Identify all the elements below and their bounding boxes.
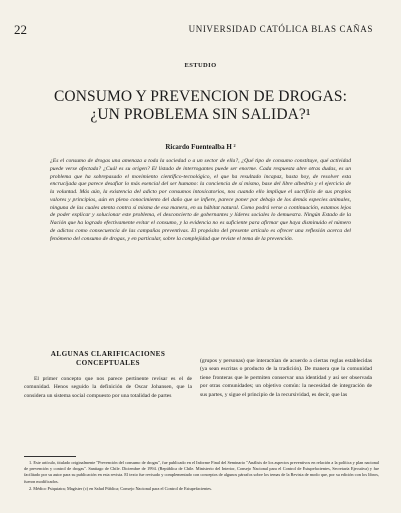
section-heading-line-1: ALGUNAS CLARIFICACIONES	[50, 350, 166, 358]
page-number: 22	[14, 22, 27, 37]
footnote-1: 1. Este artículo, titulado originalmente "Prevención del consumo de drogas", fue publicado en el Informe Final del Seminario "Análisis de los aspectos preventivos en relación a la política y plan nacional de prevención y control de drogas". Santiago de Chile. Diciembre de 1994. (República de Chile. Ministerio del Interior, Consejo Nacional para el Control de Estupefacientes, Secretaría Ejecutiva) y fue facilitado por su autor para su publicación en esta revista. El texto fue revisado y complementado con conceptos de algunos párrafos sobre los temas de la Revista de modo que, por su edición con los libros, fueron modificados.	[24, 460, 379, 484]
section-heading-line-2: CONCEPTUALES	[76, 359, 140, 367]
footnotes	[24, 460, 379, 493]
left-column	[24, 350, 192, 400]
body-paragraph-continued: (grupos y personas) que interactúan de acuerdo a ciertas reglas establecidas (ya sean escritas o producto de la tradición). De manera que la comunidad tiene fronteras que le permiten conservar una identidad y así ser observada por otras comunidades; un objetivo común: la necesidad de integración de sus partes, y sigue el principio de la recursividad, es decir, que las	[200, 358, 372, 398]
footnote-2: 2. Médico Psiquiatra; Magíster (c) en Salud Pública; Consejo Nacional para el Control de Estupefacientes.	[29, 485, 213, 491]
right-column	[200, 357, 372, 399]
running-header	[14, 22, 373, 38]
author-byline: Ricardo Fuentealba H ²	[165, 143, 236, 151]
article-title-line-1: CONSUMO Y PREVENCION DE DROGAS:	[53, 88, 348, 105]
section-label: ESTUDIO	[184, 62, 217, 69]
journal-name: UNIVERSIDAD CATÓLICA BLAS CAÑAS	[188, 24, 373, 34]
footnote-rule	[24, 456, 76, 457]
body-paragraph: El primer concepto que nos parece pertinente revisar es el de comunidad. Henos seguido la definición de Oscar Johansen, que la considera un sistema social compuesto por una totalidad de partes	[24, 376, 192, 399]
article-title-line-2: ¿UN PROBLEMA SIN SALIDA?¹	[90, 106, 311, 123]
abstract: ¿Es el consumo de drogas una amenaza a toda la sociedad o a un sector de ella?, ¿Qué tipo de consumo constituye, qué actividad puede verse afectada? ¿Cuál es su origen? El listado de interrogantes puede ser enorme. Cada respuesta abre otras dudas, es un problema que ha sobrepasado el movimiento científico-tecnológico, el que ha resultado incapaz, hasta hoy, de resolver esta encrucijada que parece desafiar lo más esencial del ser humano: la conciencia de sí mismo, base del libre albedrío y el ejercicio de la voluntad. Más aún, la existencia del adicto por consumos intoxicatorios, nos cuando ello implique el sacrificio de sus propios valores y principios, aún en pleno conocimiento del daño que se infiere, parece poner por debajo de los demás especies animales, ninguna de las cuales atenta contra sí misma de esa manera, en su hábitat natural. Como podrá verse a continuación, estamos lejos de poder explicar y solucionar este problema, el desconcierto de gobernantes y líderes sociales lo demuestra. Ningún Estado de la Nación que ha logrado efectivamente evitar el consumo, y la evidencia no es suficiente para afirmar que haya disminuido el número de adictos como consecuencia de las campañas preventivas. El propósito del presente artículo es ofrecer una reflexión acerca del fenómeno del consumo de drogas, y en particular, sobre la complejidad que reviste el tema de la prevención.	[50, 158, 351, 242]
